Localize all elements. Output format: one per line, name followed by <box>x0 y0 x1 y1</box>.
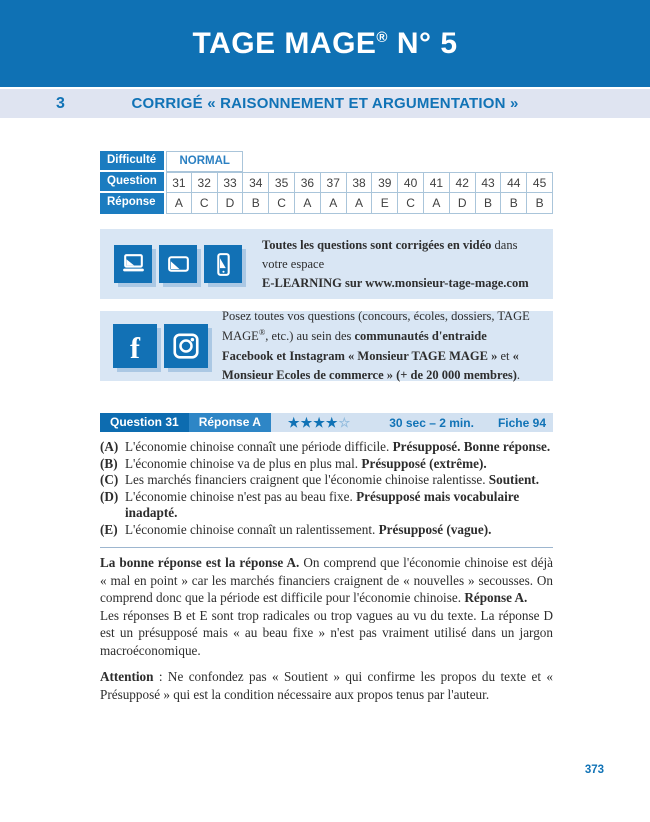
answer-options <box>100 439 553 538</box>
difficulty-stars: ★★★★☆ <box>287 415 352 430</box>
social-info-box <box>100 311 553 381</box>
answer-cell: D <box>218 193 244 214</box>
question-cell: 34 <box>243 172 269 193</box>
device-icons <box>114 245 242 283</box>
answer-cell: B <box>476 193 502 214</box>
smartphone-icon <box>204 245 242 283</box>
option-e: (E) L'économie chinoise connaît un ralentissement. Présupposé (vague). <box>100 521 492 537</box>
answer-cell: C <box>398 193 424 214</box>
question-cell: 38 <box>347 172 373 193</box>
social-icons <box>113 324 208 368</box>
answer-table <box>100 151 553 214</box>
section-band <box>0 89 650 118</box>
question-time: 30 sec – 2 min. <box>389 415 474 430</box>
question-header-bar <box>100 413 553 432</box>
question-cell: 42 <box>450 172 476 193</box>
facebook-icon: f <box>113 324 157 368</box>
answer-badge: Réponse A <box>189 413 271 432</box>
page-title: TAGE MAGE® N° 5 <box>192 26 458 60</box>
option-d: (D) L'économie chinoise n'est pas au beau fixe. Présupposé mais vocabulaire inadapté. <box>100 488 520 520</box>
registered-mark: ® <box>376 28 388 46</box>
answer-cell: A <box>347 193 373 214</box>
question-cell: 37 <box>321 172 347 193</box>
answer-cell: C <box>192 193 218 214</box>
attention-note: Attention : Ne confondez pas « Soutient » qui confirme les propos du texte et « Présupposé » qui est la condition nécessaire aux propos tenus par l'auteur. <box>100 669 553 702</box>
empty-star-icon: ☆ <box>338 415 352 430</box>
page-number: 373 <box>584 764 604 776</box>
instagram-icon <box>164 324 208 368</box>
answer-cell: C <box>269 193 295 214</box>
question-cell: 39 <box>372 172 398 193</box>
answer-cell: B <box>527 193 553 214</box>
laptop-icon <box>114 245 152 283</box>
table-filler <box>243 151 553 172</box>
explanation-paragraph-2: Les réponses B et E sont trop radicales ou trop vagues au vu du texte. La réponse D est un présupposé mais « au beau fixe » n'est pas vraiment utilisé dans un jargon macroéconomique. <box>100 607 553 658</box>
video-info-box <box>100 229 553 299</box>
question-row-label: Question <box>100 172 164 191</box>
question-cell: 43 <box>476 172 502 193</box>
option-c: (C) Les marchés financiers craignent que l'économie chinoise ralentisse. Soutient. <box>100 472 539 487</box>
answer-cell: A <box>166 193 192 214</box>
answer-cell: D <box>450 193 476 214</box>
question-number-badge: Question 31 <box>100 413 189 432</box>
video-box-text: Toutes les questions sont corrigées en vidéo dans votre espace E-LEARNING sur www.monsieur-tage-mage.com <box>262 237 529 290</box>
question-cell: 33 <box>218 172 244 193</box>
social-box-text: Posez toutes vos questions (concours, écoles, dossiers, TAGE MAGE®, etc.) au sein des communautés d'entraide Facebook et Instagram « Monsieur TAGE MAGE » et « Monsieur Ecoles de commerce » (+ de 20 000 membres). <box>222 309 530 382</box>
difficulty-value: NORMAL <box>166 151 243 172</box>
answer-cell: A <box>295 193 321 214</box>
answer-row-label: Réponse <box>100 193 164 214</box>
question-cell: 32 <box>192 172 218 193</box>
section-number: 3 <box>56 95 65 112</box>
answer-cell: B <box>501 193 527 214</box>
divider-line <box>100 547 553 548</box>
option-b: (B) L'économie chinoise va de plus en plus mal. Présupposé (extrême). <box>100 455 487 471</box>
answer-cell: E <box>372 193 398 214</box>
answer-cell: B <box>243 193 269 214</box>
answer-cell: A <box>321 193 347 214</box>
question-cell: 35 <box>269 172 295 193</box>
tablet-icon <box>159 245 197 283</box>
question-cell: 36 <box>295 172 321 193</box>
difficulty-label: Difficulté <box>100 151 164 170</box>
answer-cell: A <box>424 193 450 214</box>
explanation-paragraph-1: La bonne réponse est la réponse A. On comprend que l'économie chinoise est déjà « mal en point » car les marchés financiers craignent de « nouvelles » secousses. On comprend donc que la période est difficile pour l'économie chinoise. Réponse A. <box>100 555 553 605</box>
option-a: (A) L'économie chinoise connaît une période difficile. Présupposé. Bonne réponse. <box>100 439 551 454</box>
question-cell: 31 <box>166 172 192 193</box>
fiche-reference: Fiche 94 <box>497 415 546 430</box>
question-cell: 40 <box>398 172 424 193</box>
question-cell: 41 <box>424 172 450 193</box>
section-title: CORRIGÉ « RAISONNEMENT ET ARGUMENTATION » <box>131 95 519 112</box>
question-cell: 44 <box>501 172 527 193</box>
question-cell: 45 <box>527 172 553 193</box>
page-content <box>100 151 553 703</box>
page-header-band <box>0 0 650 87</box>
